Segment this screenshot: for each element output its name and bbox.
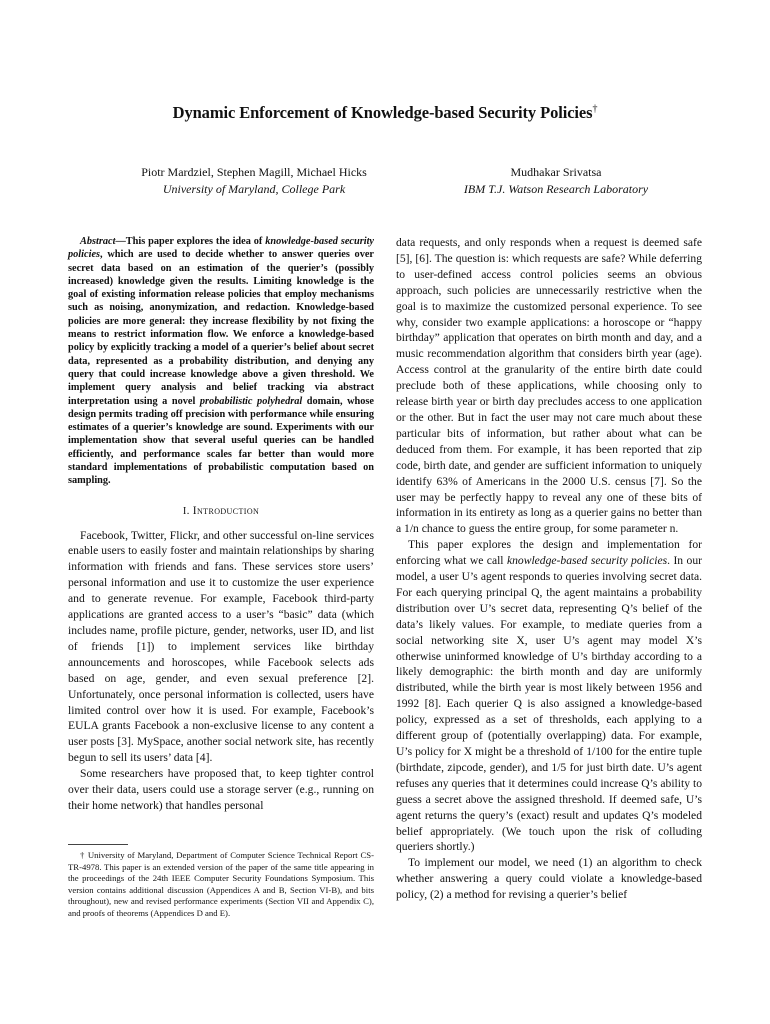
section-heading-introduction	[68, 504, 374, 520]
left-column	[68, 235, 374, 814]
author-affiliation-right: IBM T.J. Watson Research Laboratory	[463, 182, 649, 196]
intro-paragraph-2: Some researchers have proposed that, to keep tighter control over their data, users could use a storage server (e.g., running on their home network) that handles personal	[68, 767, 374, 812]
abstract	[68, 235, 374, 488]
paper-title-text: Dynamic Enforcement of Knowledge-based Security Policies	[172, 103, 593, 122]
right-column	[396, 235, 702, 903]
author-affiliation-left: University of Maryland, College Park	[162, 182, 346, 196]
abstract-text-3: domain, whose design permits trading off precision with performance while ensuring estimates of a querier’s knowledge are sound. Experiments with our implementation show that several useful queries can be handled efficiently, and performance scales far better than would more standard implementations of probabilistic computation based on sampling.	[68, 395, 374, 487]
policy-term: knowledge-based security policies	[506, 554, 668, 568]
abstract-text-1: —This paper explores the idea of	[115, 236, 266, 247]
title-footnote-mark: †	[592, 103, 598, 115]
author-names-right: Mudhakar Srivatsa	[510, 165, 602, 179]
footnote: † University of Maryland, Department of Computer Science Technical Report CS-TR-4978. This paper is an extended version of the paper of the same title appearing in the proceedings of the 24th IEEE Computer Security Foundations Symposium. This version contains additional discussion (Appendices A and B, Section VI-B), and bits throughout), new and revised performance experiments (Section VII and Appendix C), and proofs of theorems (Appendices D and E).	[68, 850, 374, 918]
right-paragraph-2-rest: . In our model, a user U’s agent responds to queries involving secret data. For each querying principal Q, the agent maintains a probability distribution over U’s secret data, representing Q’s belief of the data’s likely values. For example, to mediate queries from a social networking site X, user U’s agent may model X’s otherwise uninformed knowledge of U’s birthday according to a likely demographic: the birth month and day are uniformly distributed, while the birth year is most likely between 1956 and 1992 [8]. Each querier Q is also assigned a knowledge-based policy, expressed as a set of thresholds, each applying to a different group of (potentially overlapping) data. For example, U’s policy for X might be a threshold of 1/100 for the entire tuple (birthdate, zipcode, gender), and 1/5 for just birth date. U’s agent refuses any queries that it determines could increase Q’s ability to guess a secret above the assigned threshold. If deemed safe, U’s agent returns the query’s (exact) result and updates Q’s modeled belief appropriately. (We touch upon the risk of colluding queriers shortly.)	[396, 554, 702, 854]
section-number: I.	[182, 505, 190, 517]
author-names-left: Piotr Mardziel, Stephen Magill, Michael Hicks	[141, 165, 367, 179]
right-paragraph-2	[396, 537, 702, 855]
right-paragraph-1: data requests, and only responds when a request is deemed safe [5], [6]. The question is: which requests are safe? While deferring to user-defined access control policies seems an obvious approach, such policies are unnecessarily restrictive when the goal is to maximize the customized personal experience. To see why, consider two example applications: a horoscope or “happy birthday” application that operates on birth month and day, and a music recommendation algorithm that considers birth year (age). Access control at the granularity of the entire birth date could preclude both of these applications, while choosing only to release birth year or birth day precludes access to one application or the other. But in fact the user may not care much about these particular bits of information, but rather about what can be deduced from them. For example, it has been reported that zip code, birth date, and gender are sufficient information to uniquely identify 63% of Americans in the 2000 U.S. census [7]. So the user may be perfectly happy to reveal any one of these bits of information in its entirety as long as a querier gains no better than a 1/n chance to guess the entire group, for some parameter n.	[396, 236, 702, 536]
abstract-label: Abstract	[80, 236, 116, 247]
intro-paragraph-1: Facebook, Twitter, Flickr, and other successful on-line services enable users to easily foster and maintain relationships by sharing information with friends and fans. These services store users’ personal information and use it to customize the user experience and to generate revenue. For example, Facebook third-party applications are granted access to a user’s “basic” data (which includes name, profile picture, gender, networks, user ID, and list of friends [1]) to implement services like birthday announcements and horoscopes, while Facebook selects ads based on age, gender, and even sexual preference [2]. Unfortunately, once personal information is collected, users have limited control over how it is used. For example, Facebook’s EULA grants Facebook a non-exclusive license to any content a user posts [3]. MySpace, another social network site, has recently begun to sell its users’ data [4].	[68, 528, 374, 765]
author-block-left	[118, 164, 390, 198]
abstract-emphasis-2: probabilistic polyhedral	[199, 395, 303, 407]
paper-title	[0, 103, 770, 123]
right-paragraph-2-start: This paper explores the design and implementation for enforcing what we call	[396, 538, 702, 568]
right-paragraph-3: To implement our model, we need (1) an algorithm to check whether answering a query could violate a knowledge-based policy, (2) a method for revising a querier’s belief	[396, 856, 702, 902]
abstract-text-2: , which are used to decide whether to answer queries over secret data based on an estimation of the querier’s (possibly increased) knowledge given the results. Limiting knowledge is the goal of existing information release policies that employ mechanisms such as noising, anonymization, and redaction. Knowledge-based policies are more general: they increase flexibility by not fixing the means to restrict information flow. We enforce a knowledge-based policy by explicitly tracking a model of a querier’s belief about secret data, represented as a probability distribution, and denying any query that could increase knowledge above a given threshold. We implement query analysis and belief tracking via abstract interpretation using a novel	[68, 249, 374, 407]
author-block-right	[420, 164, 692, 198]
footnote-divider	[68, 844, 128, 845]
abstract-emphasis-1: knowledge-based security policies	[68, 236, 375, 261]
section-title: Introduction	[192, 504, 260, 517]
